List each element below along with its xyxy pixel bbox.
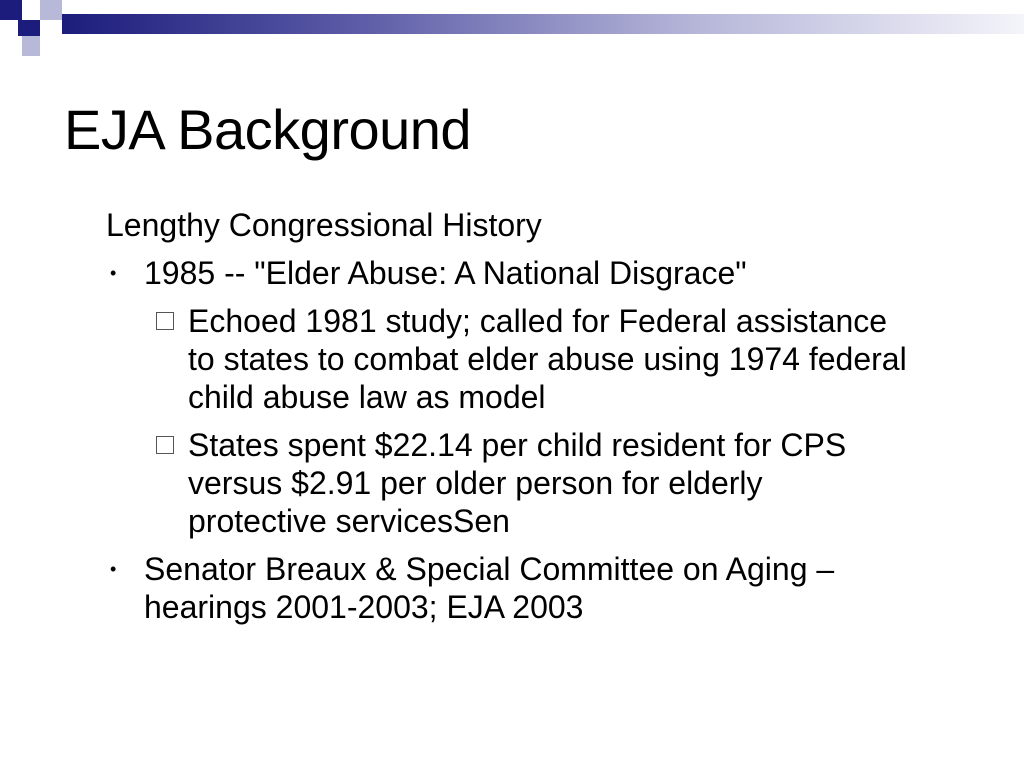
sub-bullet-item bbox=[150, 302, 908, 416]
checker-square bbox=[22, 36, 40, 56]
bullet-item bbox=[106, 550, 944, 626]
checker-square bbox=[40, 20, 62, 36]
bullet-text: Senator Breaux & Special Committee on Aging – hearings 2001-2003; EJA 2003 bbox=[144, 551, 835, 625]
dot-bullet-icon: • bbox=[110, 559, 117, 579]
checker-square bbox=[0, 20, 18, 36]
bullet-item bbox=[106, 254, 944, 292]
checker-squares bbox=[0, 0, 62, 60]
intro-line: Lengthy Congressional History bbox=[106, 207, 542, 243]
checker-square bbox=[22, 0, 40, 20]
checker-square bbox=[40, 0, 62, 20]
hollow-square-bullet-icon bbox=[156, 436, 174, 454]
slide-title: EJA Background bbox=[64, 98, 472, 161]
hollow-square-bullet-icon bbox=[156, 312, 174, 330]
sub-bullet-text: States spent $22.14 per child resident for CPS versus $2.91 per older person for elderly protective servicesSen bbox=[188, 427, 847, 539]
checker-square bbox=[0, 0, 22, 20]
sub-bullet-item bbox=[150, 426, 908, 540]
checker-square bbox=[18, 20, 40, 36]
slide-body bbox=[106, 206, 966, 636]
bullet-text: 1985 -- "Elder Abuse: A National Disgrace" bbox=[144, 255, 747, 291]
dot-bullet-icon: • bbox=[110, 263, 117, 283]
header-gradient-bar bbox=[62, 14, 1024, 34]
sub-bullet-text: Echoed 1981 study; called for Federal assistance to states to combat elder abuse using 1974 federal child abuse law as model bbox=[188, 303, 907, 415]
